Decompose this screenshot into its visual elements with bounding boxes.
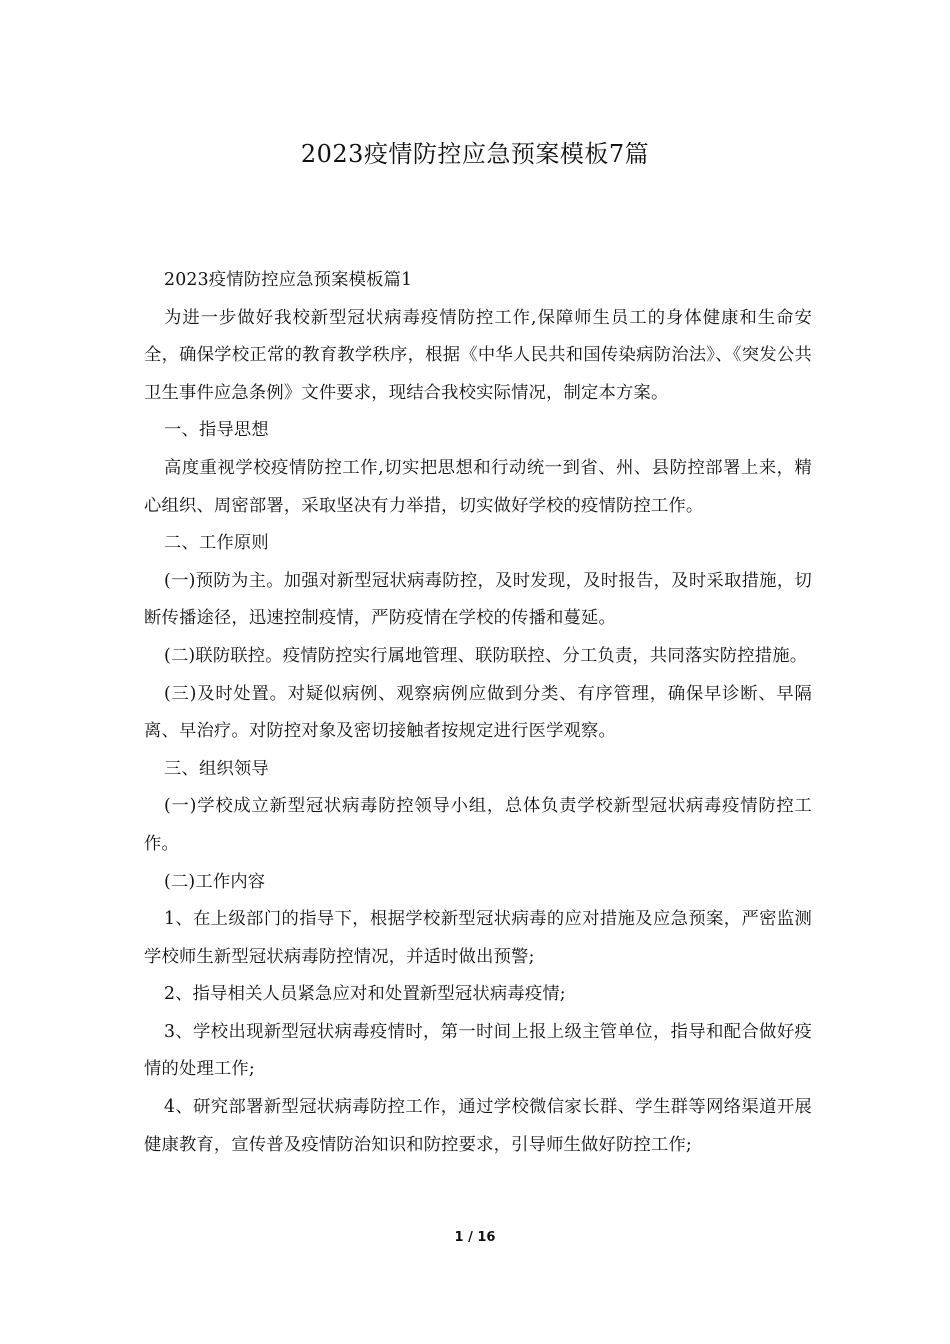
list-item: 4、研究部署新型冠状病毒防控工作，通过学校微信家长群、学生群等网络渠道开展健康教育，宣传普及疫情防治知识和防控要求，引导师生做好防控工作; <box>144 1097 812 1155</box>
paragraph: (一)学校成立新型冠状病毒防控领导小组，总体负责学校新型冠状病毒疫情防控工作。 <box>144 796 812 854</box>
paragraph: 为进一步做好我校新型冠状病毒疫情防控工作,保障师生员工的身体健康和生命安全，确保学校正常的教育教学秩序，根据《中华人民共和国传染病防治法》、《突发公共卫生事件应急条例》文件要求，现结合我校实际情况，制定本方案。 <box>144 307 812 403</box>
document-title: 2023疫情防控应急预案模板7篇 <box>300 140 650 168</box>
paragraph: (三)及时处置。对疑似病例、观察病例应做到分类、有序管理，确保早诊断、早隔离、早治疗。对防控对象及密切接触者按规定进行医学观察。 <box>144 683 812 742</box>
paragraph: (一)预防为主。加强对新型冠状病毒防控，及时发现，及时报告，及时采取措施，切断传播途径，迅速控制疫情，严防疫情在学校的传播和蔓延。 <box>144 570 812 629</box>
paragraph: (二)联防联控。疫情防控实行属地管理、联防联控、分工负责，共同落实防控措施。 <box>164 645 808 666</box>
subsection-heading: (二)工作内容 <box>164 871 266 892</box>
section-heading: 三、组织领导 <box>164 758 269 779</box>
page-number: 1 / 16 <box>454 1230 496 1245</box>
section-heading: 2023疫情防控应急预案模板篇1 <box>164 270 413 290</box>
list-item: 2、指导相关人员紧急应对和处置新型冠状病毒疫情; <box>164 984 566 1005</box>
paragraph: 高度重视学校疫情防控工作,切实把思想和行动统一到省、州、县防控部署上来，精心组织、周密部署，采取坚决有力举措，切实做好学校的疫情防控工作。 <box>144 457 812 516</box>
document-body <box>144 262 812 1164</box>
section-heading: 一、指导思想 <box>164 420 269 441</box>
section-heading: 二、工作原则 <box>164 533 269 554</box>
list-item: 1、在上级部门的指导下，根据学校新型冠状病毒的应对措施及应急预案，严密监测学校师生新型冠状病毒防控情况，并适时做出预警; <box>144 909 812 967</box>
list-item: 3、学校出现新型冠状病毒疫情时，第一时间上报上级主管单位，指导和配合做好疫情的处理工作; <box>144 1021 812 1080</box>
